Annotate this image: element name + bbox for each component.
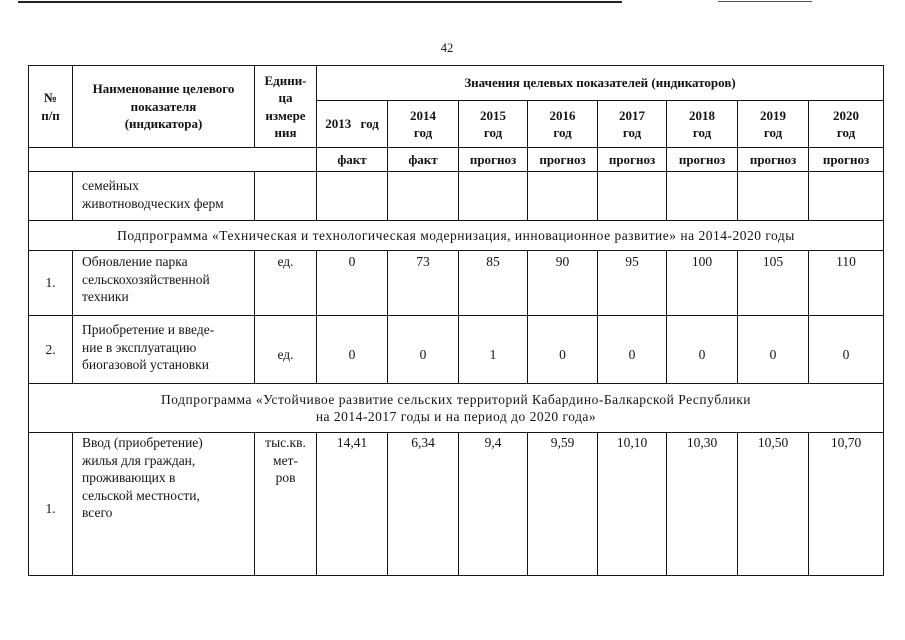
cell-num: 1. — [29, 433, 73, 576]
header-num: № п/п — [29, 66, 73, 148]
header-name: Наименование целевого показателя (индикатора) — [73, 66, 255, 148]
kind-2016: прогноз — [528, 148, 598, 172]
header-row-1 — [29, 66, 884, 101]
header-values-group: Значения целевых показателей (индикаторов) — [317, 66, 884, 101]
header-year-2015: 2015 год — [459, 101, 528, 148]
header-year-2018: 2018 год — [667, 101, 738, 148]
kind-2018: прогноз — [667, 148, 738, 172]
kind-2015: прогноз — [459, 148, 528, 172]
cell-value-2016: 90 — [528, 251, 598, 316]
header-unit: Едини- ца измере ния — [255, 66, 317, 148]
header-year-2019: 2019 год — [738, 101, 809, 148]
header-year-2020: 2020 год — [809, 101, 884, 148]
cell-name: Ввод (приобретение) жилья для граждан, проживающих в сельской местности, всего — [73, 433, 255, 576]
indicator-table — [28, 65, 884, 576]
cell-value-2015: 1 — [459, 316, 528, 384]
cell-unit: ед. — [255, 251, 317, 316]
header-year-2014: 2014 год — [388, 101, 459, 148]
kind-2017: прогноз — [598, 148, 667, 172]
cell-value-2019: 105 — [738, 251, 809, 316]
cell-value-2019: 0 — [738, 316, 809, 384]
cell-value-2015: 9,4 — [459, 433, 528, 576]
table-row — [29, 251, 884, 316]
cell-value-2017: 95 — [598, 251, 667, 316]
cell-value-2019 — [738, 172, 809, 221]
cell-value-2018 — [667, 172, 738, 221]
cell-value-2016: 0 — [528, 316, 598, 384]
cell-num: 1. — [29, 251, 73, 316]
blank-cell — [29, 148, 317, 172]
cell-unit: ед. — [255, 316, 317, 384]
cell-value-2017: 0 — [598, 316, 667, 384]
cell-value-2020: 10,70 — [809, 433, 884, 576]
table-row — [29, 316, 884, 384]
header-year-2017: 2017 год — [598, 101, 667, 148]
top-rule-right — [718, 1, 812, 2]
cell-value-2014: 73 — [388, 251, 459, 316]
cell-value-2014 — [388, 172, 459, 221]
table-row-continued — [29, 172, 884, 221]
header-year-2013: 2013 год — [317, 101, 388, 148]
cell-value-2020 — [809, 172, 884, 221]
kind-2020: прогноз — [809, 148, 884, 172]
kind-2019: прогноз — [738, 148, 809, 172]
cell-value-2013: 0 — [317, 251, 388, 316]
cell-num — [29, 172, 73, 221]
subprogram-row — [29, 221, 884, 251]
cell-value-2014: 0 — [388, 316, 459, 384]
subprogram-title: Подпрограмма «Устойчивое развитие сельских территорий Кабардино-Балкарской Республики на 2014-2017 годы и на период до 2020 года» — [29, 384, 884, 433]
cell-num: 2. — [29, 316, 73, 384]
cell-name: Обновление парка сельскохозяйственной техники — [73, 251, 255, 316]
kind-2014: факт — [388, 148, 459, 172]
cell-value-2020: 110 — [809, 251, 884, 316]
cell-value-2018: 10,30 — [667, 433, 738, 576]
cell-value-2018: 100 — [667, 251, 738, 316]
cell-value-2016: 9,59 — [528, 433, 598, 576]
cell-unit: тыс.кв. мет- ров — [255, 433, 317, 576]
subprogram-row — [29, 384, 884, 433]
table-row — [29, 433, 884, 576]
page-number: 42 — [440, 41, 454, 55]
top-rule-left — [18, 1, 622, 3]
header-row-kinds — [29, 148, 884, 172]
cell-value-2015 — [459, 172, 528, 221]
kind-2013: факт — [317, 148, 388, 172]
cell-value-2017: 10,10 — [598, 433, 667, 576]
cell-value-2013 — [317, 172, 388, 221]
cell-name: семейных животноводческих ферм — [73, 172, 255, 221]
cell-name: Приобретение и введе- ние в эксплуатацию биогазовой установки — [73, 316, 255, 384]
cell-value-2013: 14,41 — [317, 433, 388, 576]
header-year-2016: 2016 год — [528, 101, 598, 148]
subprogram-title: Подпрограмма «Техническая и технологическая модернизация, инновационное развитие» на 2014-2020 годы — [29, 221, 884, 251]
cell-value-2016 — [528, 172, 598, 221]
cell-value-2017 — [598, 172, 667, 221]
cell-value-2020: 0 — [809, 316, 884, 384]
cell-value-2015: 85 — [459, 251, 528, 316]
cell-value-2018: 0 — [667, 316, 738, 384]
cell-value-2013: 0 — [317, 316, 388, 384]
cell-value-2019: 10,50 — [738, 433, 809, 576]
cell-unit — [255, 172, 317, 221]
cell-value-2014: 6,34 — [388, 433, 459, 576]
